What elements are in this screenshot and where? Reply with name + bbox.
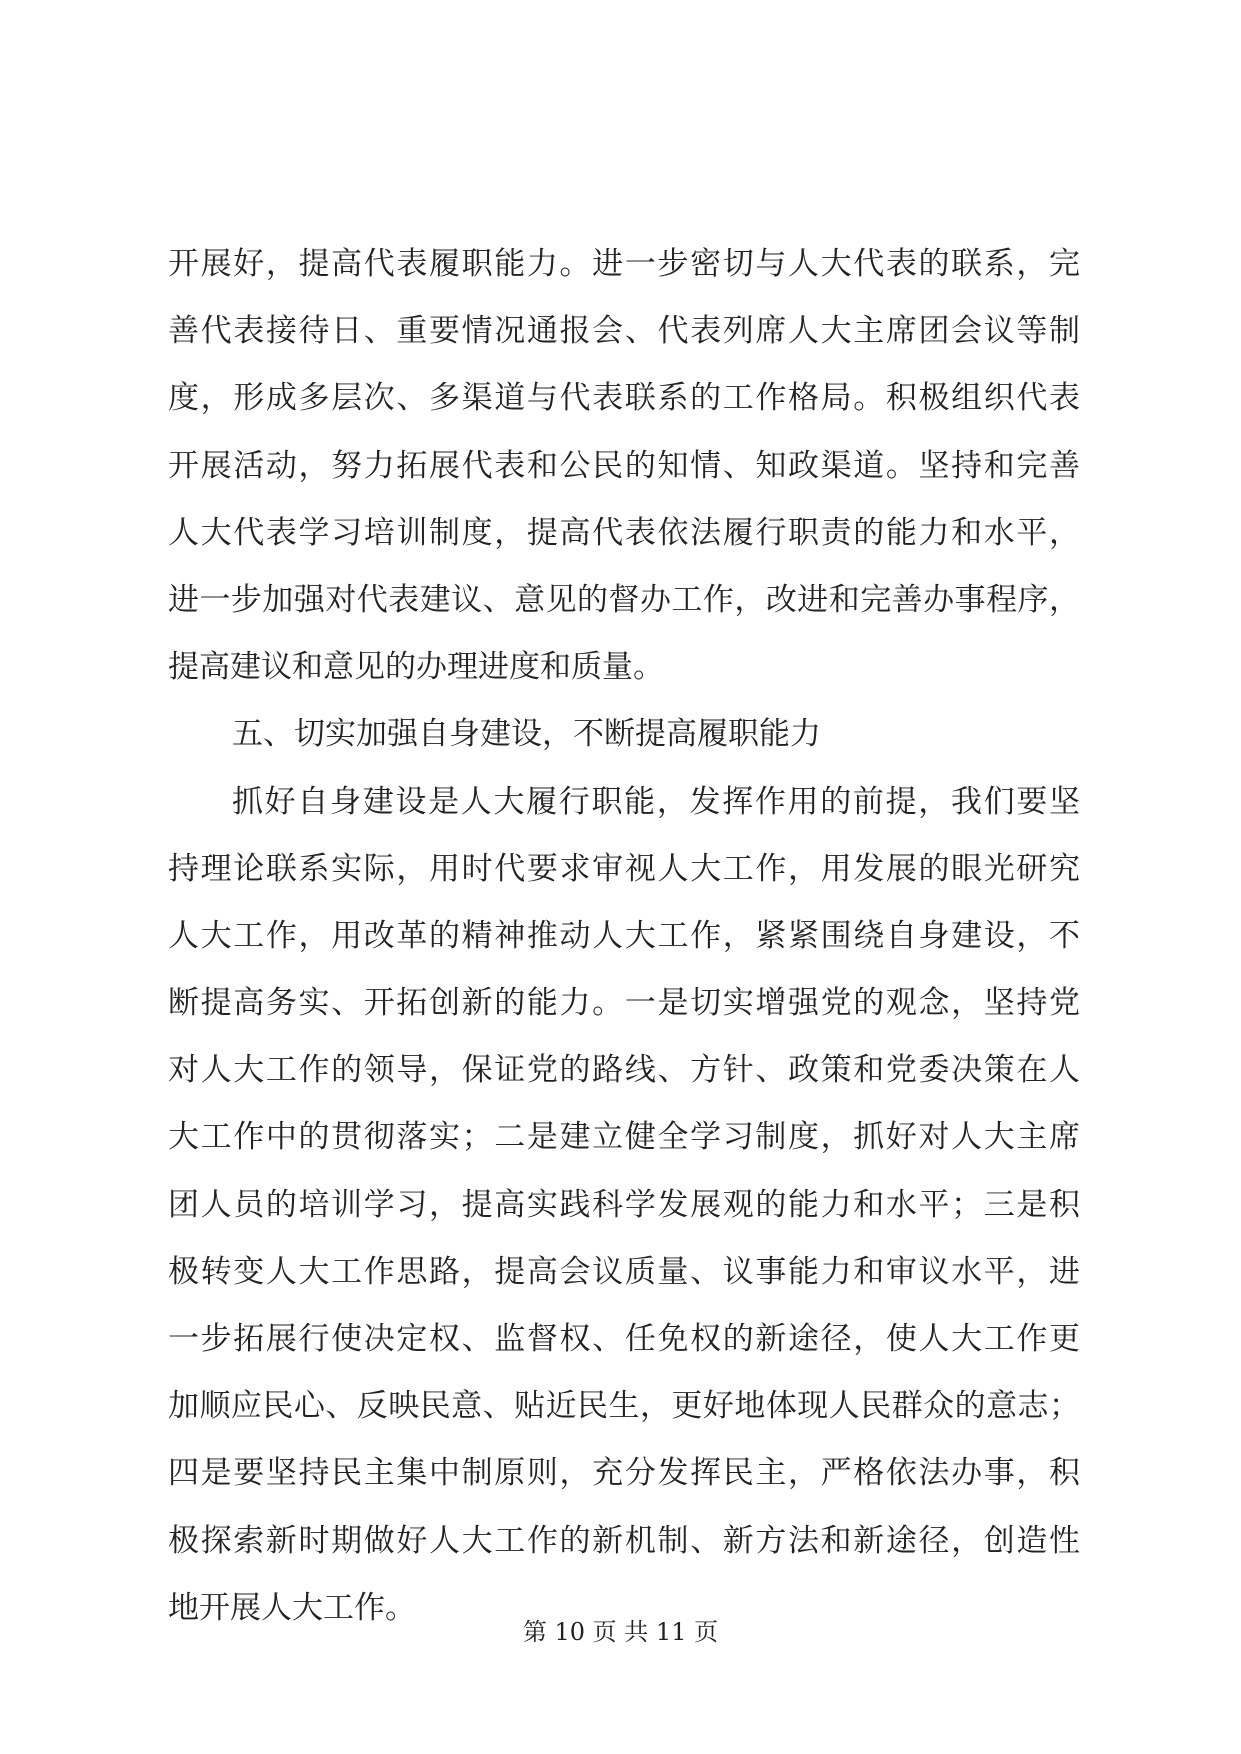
paragraph-line: 善代表接待日、重要情况通报会、代表列席人大主席团会议等制 — [168, 313, 1080, 350]
paragraph-line: 四是要坚持民主集中制原则，充分发挥民主，严格依法办事，积 — [168, 1455, 1080, 1492]
paragraph-line: 抓好自身建设是人大履行职能，发挥作用的前提，我们要坚 — [232, 783, 1080, 820]
paragraph-line: 地开展人大工作。 — [168, 1589, 416, 1626]
section-heading: 五、切实加强自身建设，不断提高履职能力 — [232, 716, 821, 753]
paragraph-line: 大工作中的贯彻落实；二是建立健全学习制度，抓好对人大主席 — [168, 1119, 1080, 1156]
paragraph-line: 加顺应民心、反映民意、贴近民生，更好地体现人民群众的意志； — [168, 1388, 1080, 1425]
page-number-label: 第 10 页 共 11 页 — [522, 1618, 719, 1646]
paragraph-line: 提高建议和意见的办理进度和质量。 — [168, 649, 664, 686]
paragraph-line: 断提高务实、开拓创新的能力。一是切实增强党的观念，坚持党 — [168, 985, 1080, 1022]
paragraph-line: 对人大工作的领导，保证党的路线、方针、政策和党委决策在人 — [168, 1052, 1080, 1089]
paragraph-line: 开展活动，努力拓展代表和公民的知情、知政渠道。坚持和完善 — [168, 447, 1080, 484]
paragraph-line: 极探索新时期做好人大工作的新机制、新方法和新途径，创造性 — [168, 1522, 1080, 1559]
paragraph-line: 极转变人大工作思路，提高会议质量、议事能力和审议水平，进 — [168, 1253, 1080, 1290]
paragraph-line: 进一步加强对代表建议、意见的督办工作，改进和完善办事程序， — [168, 581, 1080, 618]
paragraph-line: 团人员的培训学习，提高实践科学发展观的能力和水平；三是积 — [168, 1186, 1080, 1223]
paragraph-line: 度，形成多层次、多渠道与代表联系的工作格局。积极组织代表 — [168, 380, 1080, 417]
document-body — [168, 231, 1080, 1642]
paragraph-line: 开展好，提高代表履职能力。进一步密切与人大代表的联系，完 — [168, 246, 1080, 282]
paragraph-line: 一步拓展行使决定权、监督权、任免权的新途径，使人大工作更 — [168, 1321, 1080, 1357]
paragraph-line: 人大代表学习培训制度，提高代表依法履行职责的能力和水平， — [168, 514, 1080, 551]
paragraph-line: 人大工作，用改革的精神推动人大工作，紧紧围绕自身建设，不 — [168, 917, 1080, 954]
paragraph-line: 持理论联系实际，用时代要求审视人大工作，用发展的眼光研究 — [168, 850, 1080, 887]
page-footer — [0, 1612, 1241, 1647]
